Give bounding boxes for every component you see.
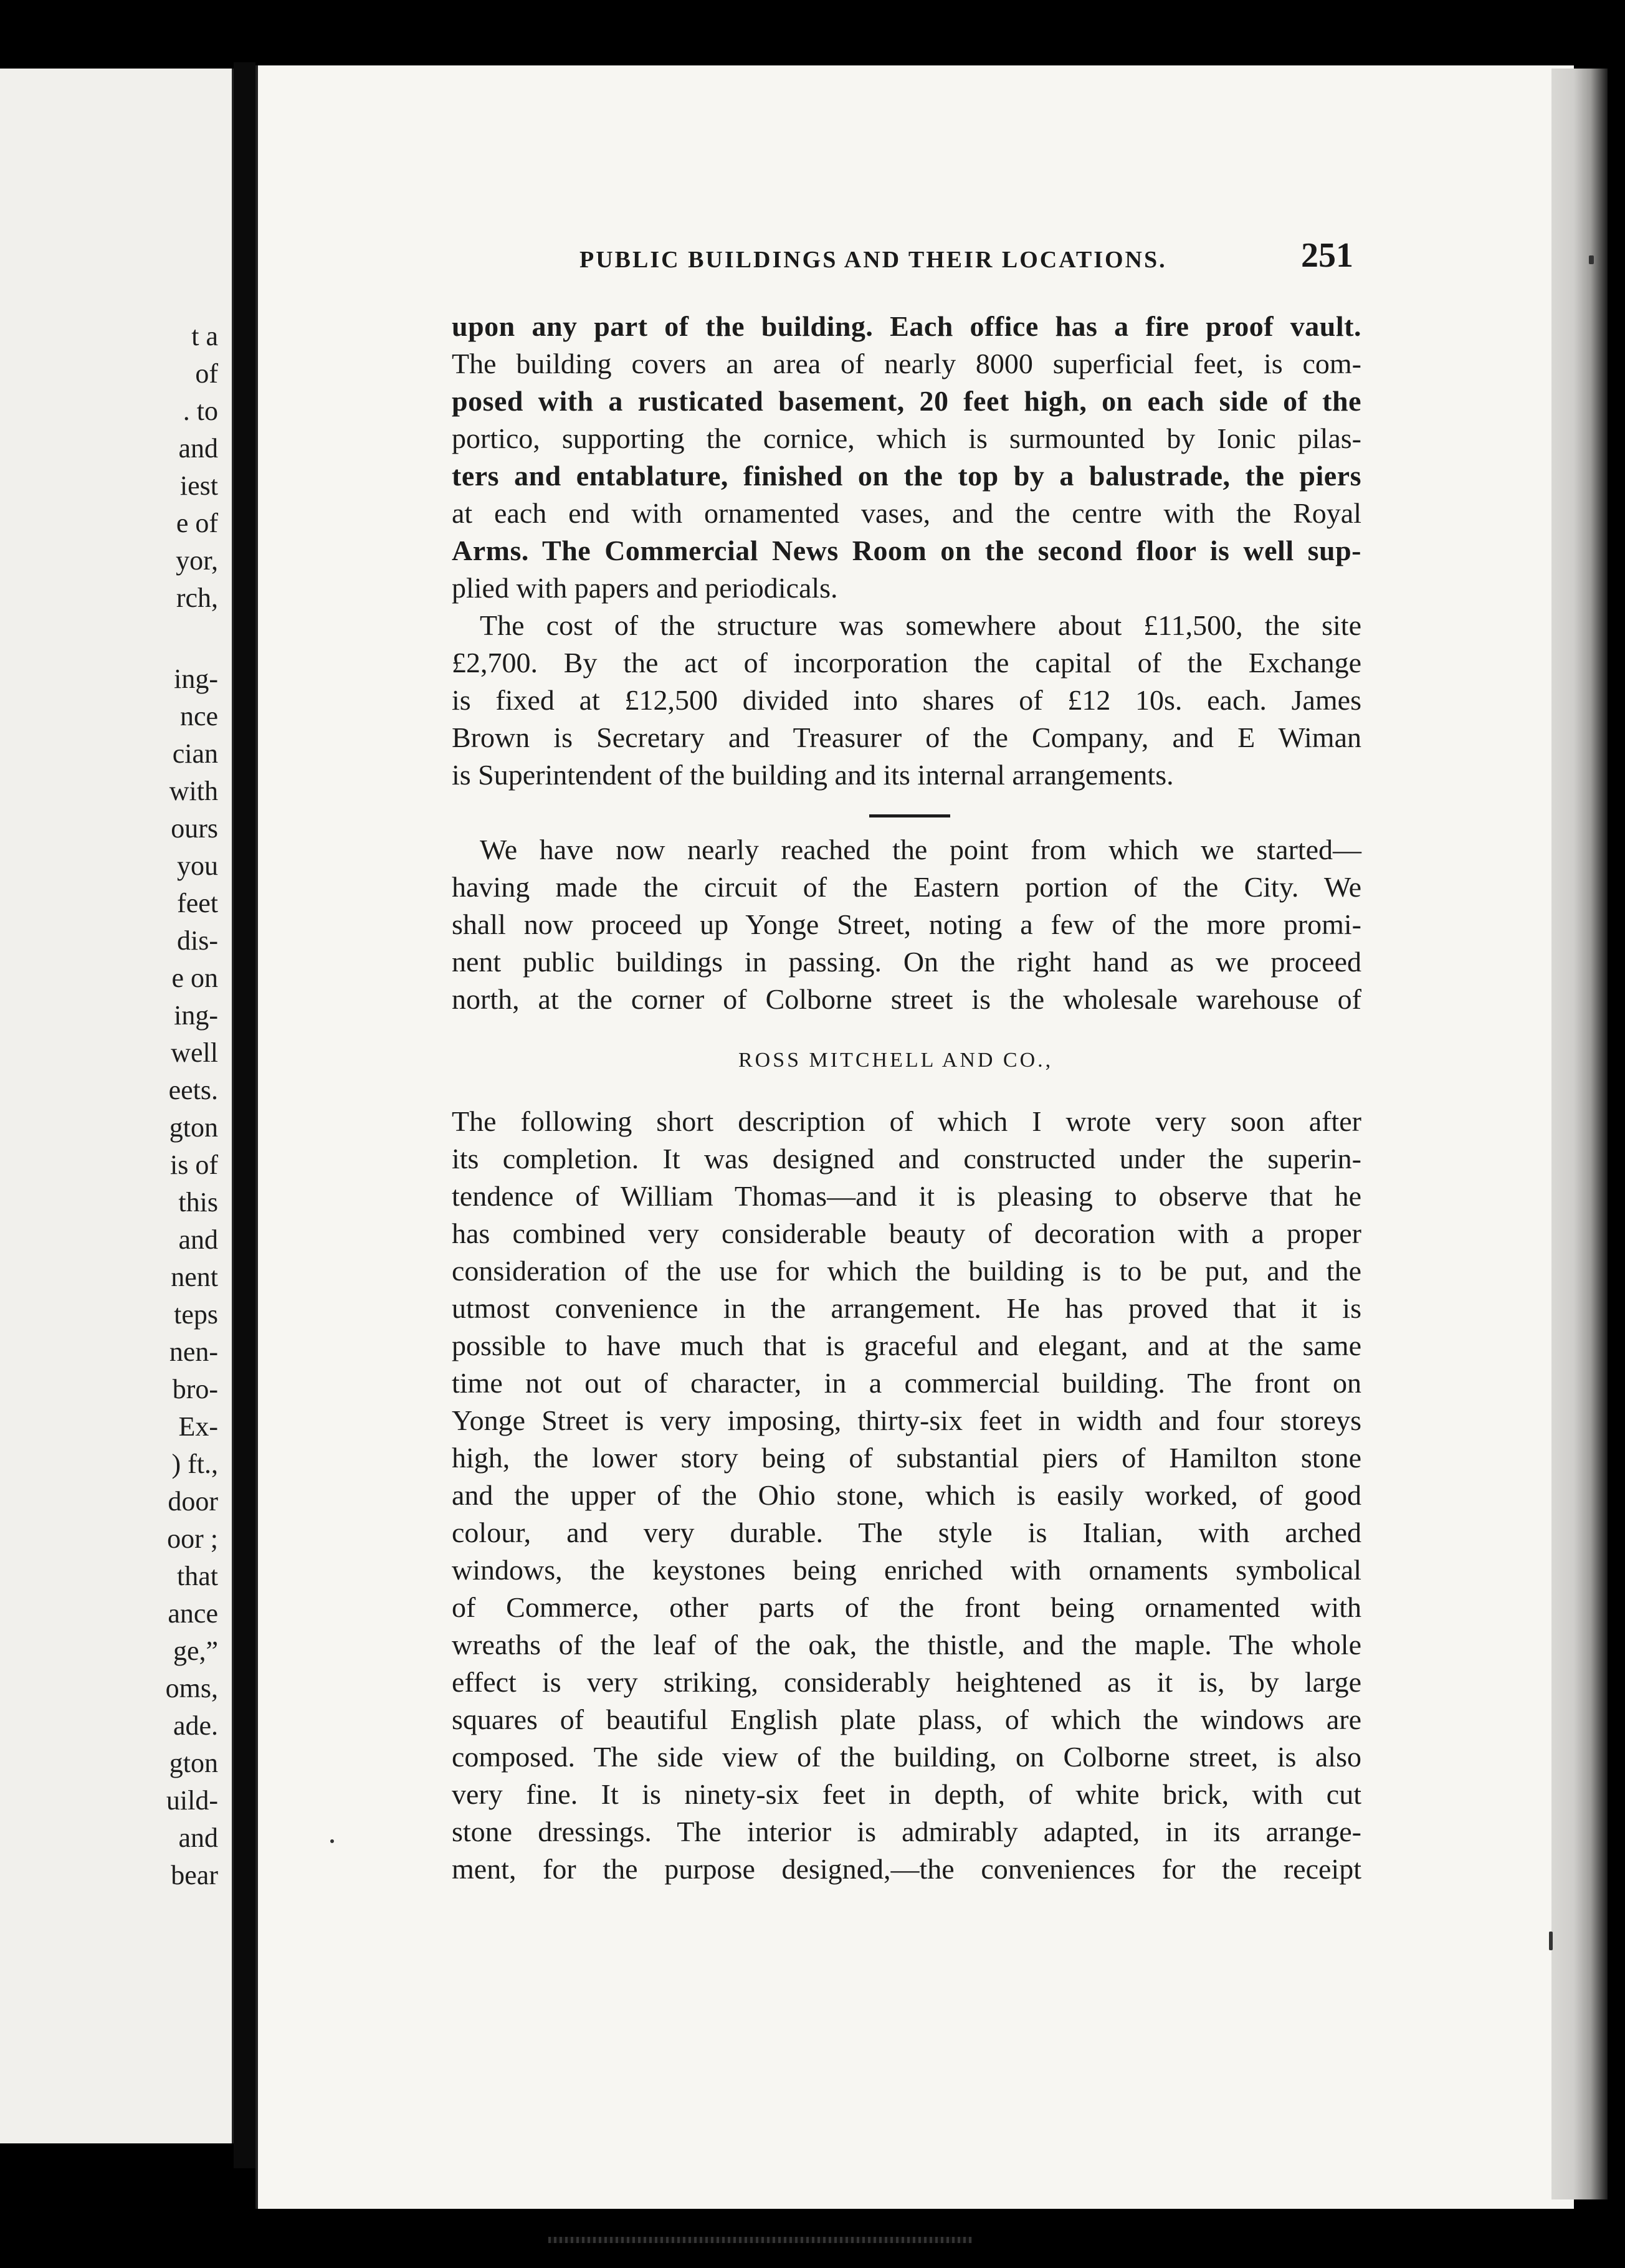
facing-line: this [178, 1187, 218, 1217]
scan-speck [1549, 1932, 1553, 1950]
text-line: consideration of the use for which the building is to be put, and the [452, 1255, 1361, 1287]
facing-line: and [178, 1224, 218, 1255]
text-line: The building covers an area of nearly 8000 superficial feet, is com- [452, 348, 1361, 379]
facing-line: ing- [174, 664, 218, 694]
text-line: and the upper of the Ohio stone, which is easily worked, of good [452, 1479, 1361, 1511]
text-line: wreaths of the leaf of the oak, the thistle, and the maple. The whole [452, 1629, 1361, 1660]
text-line: The cost of the structure was somewhere about £11,500, the site [480, 609, 1361, 641]
facing-page-fragment [0, 69, 234, 2143]
text-line: its completion. It was designed and constructed under the superin- [452, 1143, 1361, 1174]
facing-line: Ex- [178, 1411, 218, 1442]
facing-line: uild- [166, 1785, 218, 1816]
scan-speck [1589, 255, 1594, 264]
text-line: north, at the corner of Colborne street is the wholesale warehouse of [452, 983, 1361, 1015]
facing-line: ade. [173, 1710, 218, 1741]
text-line: £2,700. By the act of incorporation the capital of the Exchange [452, 647, 1361, 679]
text-line: ment, for the purpose designed,—the conveniences for the receipt [452, 1853, 1361, 1885]
text-line: upon any part of the building. Each office has a fire proof vault. [452, 310, 1361, 342]
facing-line: that [177, 1561, 218, 1591]
running-header: PUBLIC BUILDINGS AND THEIR LOCATIONS. [579, 247, 1167, 273]
facing-line: and [178, 433, 218, 464]
text-line: windows, the keystones being enriched with ornaments symbolical [452, 1554, 1361, 1586]
facing-line: well [171, 1037, 218, 1068]
text-line: Brown is Secretary and Treasurer of the Company, and E Wiman [452, 722, 1361, 753]
page-number: 251 [1301, 236, 1353, 275]
facing-line: teps [174, 1299, 218, 1330]
facing-line: dis- [177, 925, 218, 956]
text-line: squares of beautiful English plate plass, of which the windows are [452, 1703, 1361, 1735]
facing-line: ) ft., [171, 1449, 218, 1479]
facing-line: ing- [174, 1000, 218, 1031]
text-line: Yonge Street is very imposing, thirty-six feet in width and four storeys [452, 1404, 1361, 1436]
facing-line: nent [171, 1262, 218, 1292]
facing-line: bro- [172, 1374, 218, 1404]
book-gutter [234, 62, 255, 2168]
facing-line: ance [168, 1598, 218, 1629]
facing-line: bear [171, 1860, 218, 1890]
text-line: composed. The side view of the building, on Colborne street, is also [452, 1741, 1361, 1773]
text-line: posed with a rusticated basement, 20 feet high, on each side of the [452, 385, 1361, 417]
facing-line: eets. [168, 1075, 218, 1105]
facing-line: gton [169, 1748, 218, 1778]
facing-line: iest [179, 470, 218, 501]
facing-line: gton [169, 1112, 218, 1143]
text-line: of Commerce, other parts of the front being ornamented with [452, 1591, 1361, 1623]
scan-edge-artifact [548, 2237, 972, 2243]
text-line: Arms. The Commercial News Room on the second floor is well sup- [452, 535, 1361, 566]
text-line: tendence of William Thomas—and it is pleasing to observe that he [452, 1180, 1361, 1212]
facing-line: ours [171, 813, 218, 844]
text-line: We have now nearly reached the point from which we started— [480, 834, 1361, 865]
text-line: stone dressings. The interior is admirably adapted, in its arrange- [452, 1816, 1361, 1847]
facing-line: rch, [176, 583, 218, 613]
facing-line: you [177, 850, 218, 881]
facing-line: yor, [176, 545, 218, 576]
text-line: effect is very striking, considerably heightened as it is, by large [452, 1666, 1361, 1698]
facing-line: e on [171, 963, 218, 993]
facing-line: door [168, 1486, 218, 1517]
facing-line: is of [170, 1150, 218, 1180]
text-line: time not out of character, in a commercial building. The front on [452, 1367, 1361, 1399]
facing-line: with [169, 776, 218, 806]
section-heading: ROSS MITCHELL AND CO., [738, 1049, 1054, 1072]
text-line: The following short description of which I wrote very soon after [452, 1105, 1361, 1137]
facing-line: nen- [169, 1336, 218, 1367]
text-line: having made the circuit of the Eastern portion of the City. We [452, 871, 1361, 903]
facing-line: oms, [165, 1673, 218, 1703]
text-line: high, the lower story being of substantial piers of Hamilton stone [452, 1442, 1361, 1474]
facing-line: of [195, 358, 218, 389]
facing-line: cian [172, 738, 218, 769]
text-line: portico, supporting the cornice, which is surmounted by Ionic pilas- [452, 422, 1361, 454]
scan-speck [330, 1839, 334, 1843]
text-line: is Superintendent of the building and its internal arrangements. [452, 759, 1174, 791]
text-line: shall now proceed up Yonge Street, noting a few of the more promi- [452, 908, 1361, 940]
text-line: plied with papers and periodicals. [452, 572, 838, 604]
text-line: is fixed at £12,500 divided into shares of £12 10s. each. James [452, 684, 1361, 716]
text-line: ters and entablature, finished on the top by a balustrade, the piers [452, 460, 1361, 492]
facing-line: e of [176, 508, 218, 538]
text-line: utmost convenience in the arrangement. He has proved that it is [452, 1292, 1361, 1324]
text-line: colour, and very durable. The style is Italian, with arched [452, 1517, 1361, 1548]
facing-line: nce [179, 701, 218, 731]
text-line: at each end with ornamented vases, and the centre with the Royal [452, 497, 1361, 529]
facing-line: . to [183, 396, 218, 426]
section-divider [869, 814, 950, 817]
text-line: very fine. It is ninety-six feet in depth, of white brick, with cut [452, 1778, 1361, 1810]
facing-line: oor ; [167, 1523, 218, 1554]
facing-line: t a [191, 321, 218, 351]
facing-line: and [178, 1822, 218, 1853]
text-line: nent public buildings in passing. On the right hand as we proceed [452, 946, 1361, 978]
text-line: possible to have much that is graceful and elegant, and at the same [452, 1330, 1361, 1361]
page-edge-shadow [1551, 69, 1608, 2199]
facing-line: feet [177, 888, 218, 918]
facing-line: ge,” [173, 1636, 218, 1666]
text-line: has combined very considerable beauty of decoration with a proper [452, 1217, 1361, 1249]
